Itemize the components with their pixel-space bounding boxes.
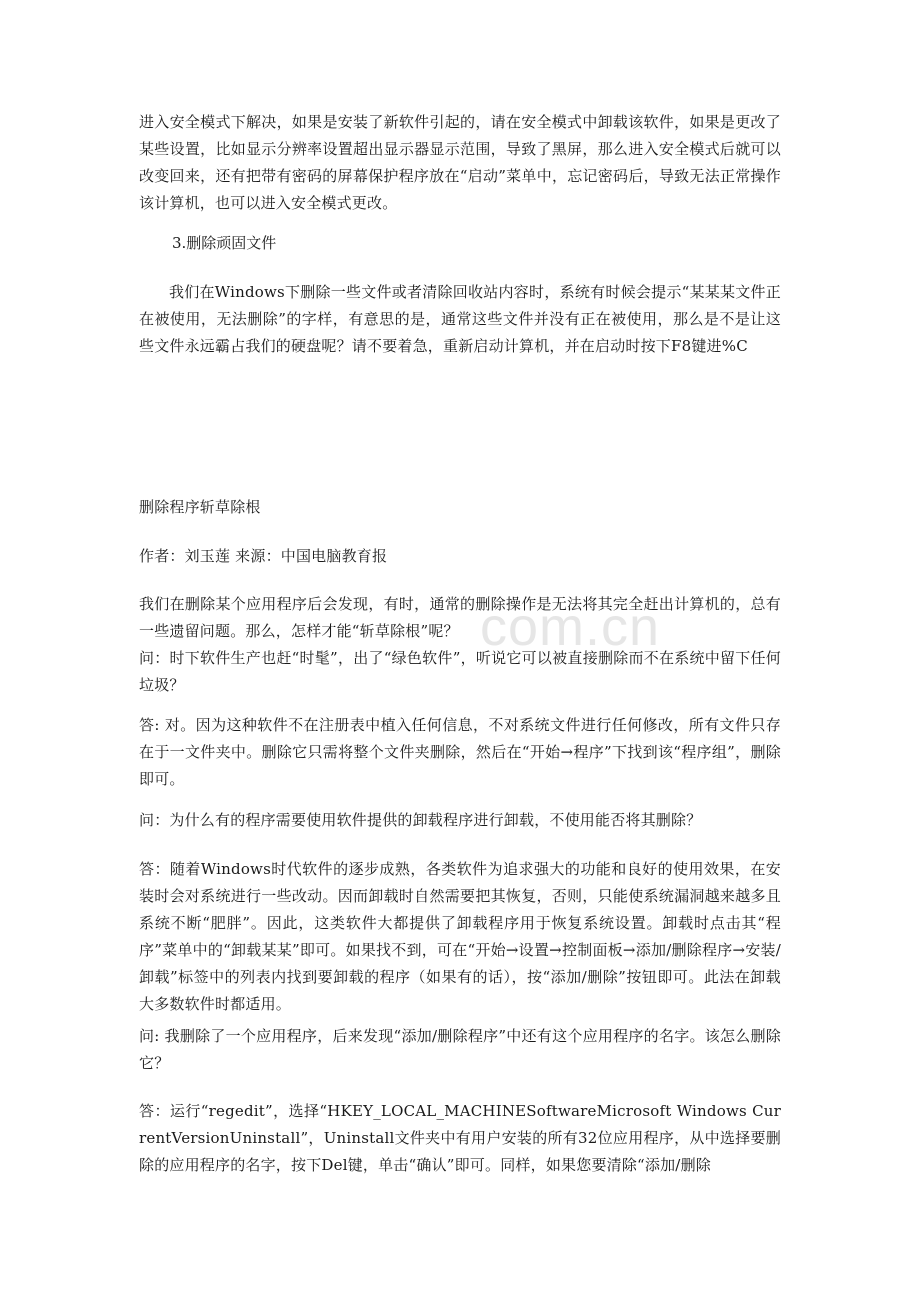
section-heading-delete-stubborn-files: 3.删除顽固文件 (172, 234, 277, 252)
question-1: 问：时下软件生产也赶“时髦”，出了“绿色软件”，听说它可以被直接删除而不在系统中留下任何垃圾？ (139, 649, 781, 694)
paragraph-delete-stubborn-files: 我们在Windows下删除一些文件或者清除回收站内容时，系统有时候会提示“某某某文件正在被使用，无法删除”的字样，有意思的是，通常这些文件并没有正在被使用，那么是不是让这些文件永远霸占我们的硬盘呢？请不要着急，重新启动计算机，并在启动时按下F8键进%C (139, 283, 781, 355)
answer-1: 答: 对。因为这种软件不在注册表中植入任何信息，不对系统文件进行任何修改，所有文件只存在于一文件夹中。删除它只需将整个文件夹删除，然后在“开始→程序”下找到该“程序组”，删除即可。 (139, 716, 781, 788)
paragraph-safe-mode: 进入安全模式下解决，如果是安装了新软件引起的，请在安全模式中卸载该软件，如果是更改了某些设置，比如显示分辨率设置超出显示器显示范围，导致了黑屏，那么进入安全模式后就可以改变回来，还有把带有密码的屏幕保护程序放在“启动”菜单中，忘记密码后，导致无法正常操作该计算机，也可以进入安全模式更改。 (139, 113, 781, 212)
question-2: 问：为什么有的程序需要使用软件提供的卸载程序进行卸载，不使用能否将其删除？ (139, 811, 702, 829)
watermark: com.cn (480, 597, 661, 657)
paragraph-intro: 我们在删除某个应用程序后会发现，有时，通常的删除操作是无法将其完全赶出计算机的，总有一些遗留问题。那么，怎样才能“斩草除根”呢？ (139, 595, 781, 640)
answer-2: 答：随着Windows时代软件的逐步成熟，各类软件为追求强大的功能和良好的使用效果，在安装时会对系统进行一些改动。因而卸载时自然需要把其恢复，否则，只能使系统漏洞越来越多且系统不断“肥胖”。因此，这类软件大都提供了卸载程序用于恢复系统设置。卸载时点击其“程序”菜单中的“卸载某某”即可。如果找不到，可在“开始→设置→控制面板→添加/删除程序→安装/卸载”标签中的列表内找到要卸载的程序（如果有的话），按“添加/删除”按钮即可。此法在卸载大多数软件时都适用。 (139, 860, 781, 1013)
answer-3: 答：运行“regedit”，选择“HKEY_LOCAL_MACHINESoftwareMicrosoft Windows CurrentVersionUninstall”，Uninstall文件夹中有用户安装的所有32位应用程序，从中选择要删除的应用程序的名字，按下Del键，单击“确认”即可。同样，如果您要清除“添加/删除 (139, 1102, 781, 1174)
question-3: 问: 我删除了一个应用程序，后来发现“添加/删除程序”中还有这个应用程序的名字。该怎么删除它？ (139, 1027, 781, 1072)
article-byline: 作者：刘玉莲 来源：中国电脑教育报 (139, 547, 388, 565)
article-title: 删除程序斩草除根 (139, 498, 261, 516)
